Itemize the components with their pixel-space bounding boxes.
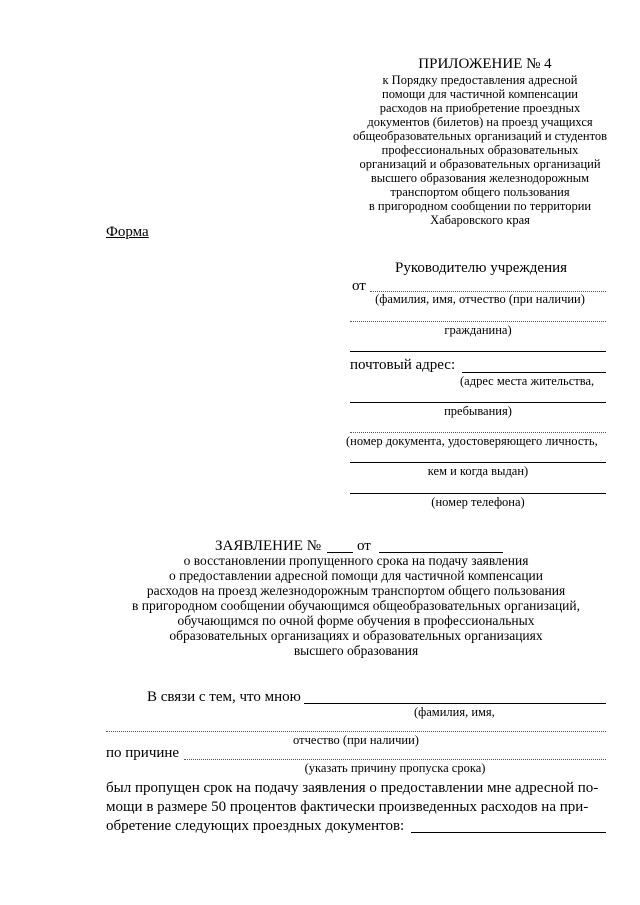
postal-address-label: почтовый адрес: <box>350 357 456 373</box>
statement-title: ЗАЯВЛЕНИЕ № <box>215 538 322 554</box>
appendix-line: высшего образования железнодорожным <box>370 171 590 185</box>
hint-phone: (номер телефона) <box>431 495 525 509</box>
appendix-line: профессиональных образовательных <box>381 143 579 157</box>
appendix-text <box>335 73 625 227</box>
subtitle-line: расходов на проезд железнодорожным транспортом общего пользования <box>146 583 566 598</box>
subtitle-line: о предоставлении адресной помощи для частичной компенсации <box>168 568 544 583</box>
body-intro: В связи с тем, что мною <box>147 689 301 705</box>
applicant-name-field-2[interactable] <box>350 321 606 322</box>
appendix-line: общеобразовательных организаций и студентов <box>352 129 608 143</box>
address-stay-field[interactable] <box>350 402 606 403</box>
identity-doc-field[interactable] <box>350 432 606 433</box>
appendix-line: к Порядку предоставления адресной <box>382 73 578 87</box>
subtitle-line: высшего образования <box>293 643 419 658</box>
hint-fio: (фамилия, имя, отчество (при наличии) <box>375 292 585 306</box>
doc-issued-field[interactable] <box>350 462 606 463</box>
from-label: от <box>352 278 366 294</box>
appendix-line: расходов на приобретение проездных <box>379 101 581 115</box>
appendix-line: организаций и образовательных организаций <box>359 157 601 171</box>
patronymic-field[interactable] <box>106 731 606 732</box>
hint-patronymic: отчество (при наличии) <box>293 733 419 747</box>
hint-name: (фамилия, имя, <box>414 705 495 719</box>
appendix-line: транспортом общего пользования <box>390 185 570 199</box>
hint-reason: (указать причину пропуска срока) <box>304 761 486 775</box>
appendix-line: Хабаровского края <box>430 213 530 227</box>
appendix-line: помощи для частичной компенсации <box>382 87 578 101</box>
travel-docs-field[interactable] <box>411 832 606 833</box>
appendix-line: документов (билетов) на проезд учащихся <box>367 115 593 129</box>
hint-residence: (адрес места жительства, <box>460 374 595 388</box>
appendix-title: ПРИЛОЖЕНИЕ № 4 <box>418 56 552 72</box>
subtitle-line: в пригородном сообщении обучающимся общеобразовательных организаций, <box>131 598 581 613</box>
name-field[interactable] <box>304 703 606 704</box>
hint-issued: кем и когда выдан) <box>427 464 529 478</box>
appendix-line: в пригородном сообщении по территории <box>368 199 592 213</box>
postal-address-field[interactable] <box>462 372 606 373</box>
body-line-3: обретение следующих проездных документов: <box>106 818 405 834</box>
hint-citizen: гражданина) <box>444 323 512 337</box>
subtitle-line: о восстановлении пропущенного срока на подачу заявления <box>183 553 529 568</box>
reason-label: по причине <box>106 745 180 761</box>
subtitle-line: образовательных организациях и образовательных организациях <box>169 628 543 643</box>
phone-field[interactable] <box>350 493 606 494</box>
statement-from-label: от <box>357 538 371 554</box>
address-line-top[interactable] <box>350 351 606 352</box>
hint-stay: пребывания) <box>444 404 512 418</box>
body-line-2: мощи в размере 50 процентов фактически произведенных расходов на при- <box>106 799 589 815</box>
hint-doc: (номер документа, удостоверяющего личность, <box>346 434 598 448</box>
subtitle-line: обучающимся по очной форме обучения в профессиональных <box>177 613 535 628</box>
form-label: Форма <box>106 224 149 240</box>
reason-field[interactable] <box>184 759 606 760</box>
addressee-title: Руководителю учреждения <box>395 260 568 276</box>
body-line-1: был пропущен срок на подачу заявления о предоставлении мне адресной по- <box>106 780 599 796</box>
statement-subtitle <box>106 553 606 658</box>
